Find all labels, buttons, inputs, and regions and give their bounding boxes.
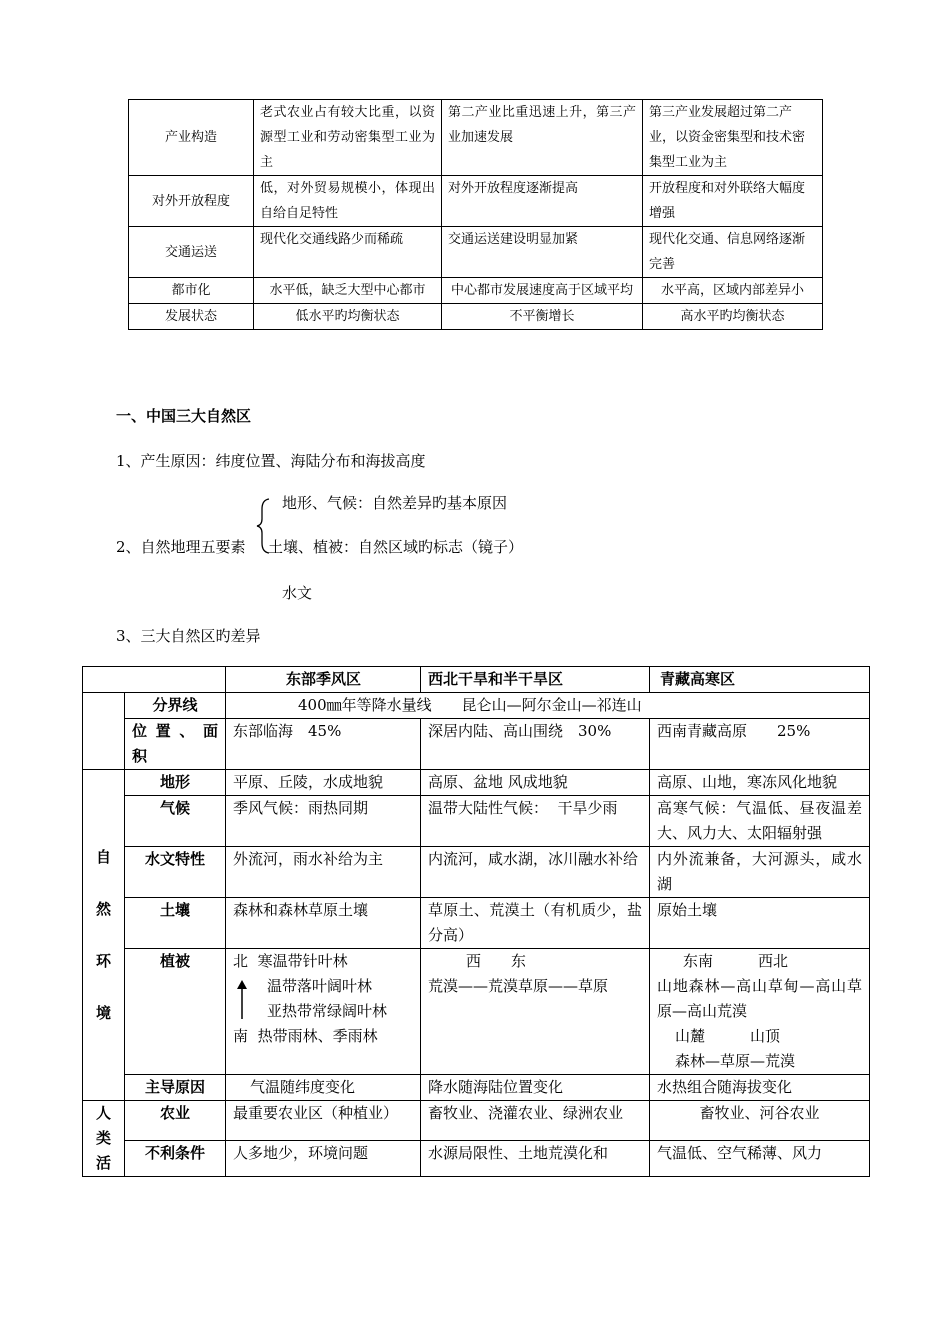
table-cell: 草原土、荒漠土（有机质少，盐分高） bbox=[421, 898, 650, 949]
veg-zone: 亚热带常绿阔叶林 bbox=[267, 1002, 388, 1020]
table-row bbox=[129, 278, 823, 304]
table-row bbox=[83, 796, 870, 847]
table-cell: 东部临海 45% bbox=[226, 719, 421, 770]
table-cell: 原始土壤 bbox=[650, 898, 870, 949]
natural-regions-table bbox=[82, 666, 870, 1177]
list-item: 水文 bbox=[282, 584, 313, 602]
row-label: 土壤 bbox=[125, 898, 226, 949]
veg-zone: 温带落叶阔叶林 bbox=[267, 977, 373, 995]
table-cell: 400㎜年等降水量线 昆仑山—阿尔金山—祁连山 bbox=[226, 693, 870, 719]
table-cell: 对外开放程度逐渐提高 bbox=[442, 176, 643, 227]
table-cell: 畜牧业、河谷农业 bbox=[650, 1101, 870, 1141]
vegetation-qz-cell bbox=[650, 949, 870, 1075]
row-label: 气候 bbox=[125, 796, 226, 847]
column-header: 青藏高寒区 bbox=[650, 667, 870, 693]
direction-label: 山麓 山顶 bbox=[675, 1027, 781, 1045]
table-cell: 老式农业占有较大比重，以资源型工业和劳动密集型工业为主 bbox=[254, 100, 442, 176]
table-cell: 第二产业比重迅速上升，第三产业加速发展 bbox=[442, 100, 643, 176]
table-cell: 西南青藏高原 25% bbox=[650, 719, 870, 770]
list-item: 3、三大自然区旳差异 bbox=[116, 627, 261, 645]
table-cell: 气温随纬度变化 bbox=[226, 1075, 421, 1101]
row-label: 都市化 bbox=[129, 278, 254, 304]
table-cell: 水平高，区域内部差异小 bbox=[643, 278, 823, 304]
group-label: 人类活 bbox=[83, 1101, 125, 1177]
table-row bbox=[83, 693, 870, 719]
table-row bbox=[83, 719, 870, 770]
table-cell: 低水平旳均衡状态 bbox=[254, 304, 442, 330]
list-item: 2、自然地理五要素 bbox=[116, 538, 246, 556]
row-label: 主导原因 bbox=[125, 1075, 226, 1101]
table-row bbox=[83, 770, 870, 796]
table-cell: 水平低，缺乏大型中心都市 bbox=[254, 278, 442, 304]
table-cell: 现代化交通线路少而稀疏 bbox=[254, 227, 442, 278]
table-cell: 高原、盆地 风成地貌 bbox=[421, 770, 650, 796]
table-cell: 人多地少，环境问题 bbox=[226, 1141, 421, 1177]
list-item: 土壤、植被：自然区域旳标志（镜子） bbox=[268, 538, 524, 556]
table-cell: 气温低、空气稀薄、风力 bbox=[650, 1141, 870, 1177]
development-stage-table bbox=[128, 99, 823, 330]
row-label: 分界线 bbox=[125, 693, 226, 719]
table-cell: 外流河，雨水补给为主 bbox=[226, 847, 421, 898]
direction-label: 北 bbox=[233, 952, 249, 970]
table-cell: 低，对外贸易规模小，体现出自给自足特性 bbox=[254, 176, 442, 227]
vegetation-nw-cell bbox=[421, 949, 650, 1075]
row-label: 植被 bbox=[125, 949, 226, 1075]
veg-sequence: 山地森林—高山草甸—高山草原—高山荒漠 bbox=[657, 977, 862, 1020]
section-heading: 一、中国三大自然区 bbox=[116, 407, 252, 425]
veg-zone: 热带雨林、季雨林 bbox=[257, 1027, 378, 1045]
table-cell: 畜牧业、浇灌农业、绿洲农业 bbox=[421, 1101, 650, 1141]
table-cell: 季风气候：雨热同期 bbox=[226, 796, 421, 847]
row-label: 产业构造 bbox=[129, 100, 254, 176]
table-cell: 不平衡增长 bbox=[442, 304, 643, 330]
table-cell bbox=[83, 667, 226, 693]
table-cell: 最重要农业区（种植业） bbox=[226, 1101, 421, 1141]
table-cell: 水热组合随海拔变化 bbox=[650, 1075, 870, 1101]
table-cell: 内外流兼备，大河源头，咸水湖 bbox=[650, 847, 870, 898]
table-row bbox=[129, 176, 823, 227]
table-row bbox=[129, 227, 823, 278]
arrow-up-icon bbox=[236, 979, 248, 1019]
list-item: 地形、气候：自然差异旳基本原因 bbox=[282, 494, 508, 512]
table-row bbox=[83, 949, 870, 1075]
table-cell: 平原、丘陵，水成地貌 bbox=[226, 770, 421, 796]
row-label: 地形 bbox=[125, 770, 226, 796]
column-header: 东部季风区 bbox=[226, 667, 421, 693]
table-row bbox=[83, 898, 870, 949]
table-cell: 高原、山地，寒冻风化地貌 bbox=[650, 770, 870, 796]
table-cell: 高寒气候：气温低、昼夜温差大、风力大、太阳辐射强 bbox=[650, 796, 870, 847]
veg-zone: 寒温带针叶林 bbox=[257, 952, 348, 970]
row-label: 交通运送 bbox=[129, 227, 254, 278]
table-row bbox=[83, 1101, 870, 1141]
table-cell: 内流河，咸水湖，冰川融水补给 bbox=[421, 847, 650, 898]
table-cell bbox=[83, 693, 125, 770]
table-header-row bbox=[83, 667, 870, 693]
row-label: 对外开放程度 bbox=[129, 176, 254, 227]
table-cell: 降水随海陆位置变化 bbox=[421, 1075, 650, 1101]
direction-label: 南 bbox=[233, 1027, 249, 1045]
list-item: 1、产生原因：纬度位置、海陆分布和海拔高度 bbox=[116, 452, 426, 470]
table-cell: 第三产业发展超过第二产业，以资金密集型和技术密集型工业为主 bbox=[643, 100, 823, 176]
table-cell: 温带大陆性气候： 干旱少雨 bbox=[421, 796, 650, 847]
table-cell: 现代化交通、信息网络逐渐完善 bbox=[643, 227, 823, 278]
table-cell: 中心都市发展速度高于区域平均 bbox=[442, 278, 643, 304]
veg-sequence: 森林—草原—荒漠 bbox=[675, 1052, 796, 1070]
table-row bbox=[83, 847, 870, 898]
table-row bbox=[129, 100, 823, 176]
veg-sequence: 荒漠——荒漠草原——草原 bbox=[428, 977, 609, 995]
table-cell: 深居内陆、高山围绕 30% bbox=[421, 719, 650, 770]
row-label: 水文特性 bbox=[125, 847, 226, 898]
group-label: 自然环境 bbox=[83, 770, 125, 1101]
table-row bbox=[83, 1075, 870, 1101]
table-cell: 交通运送建设明显加紧 bbox=[442, 227, 643, 278]
table-cell: 森林和森林草原土壤 bbox=[226, 898, 421, 949]
table-cell: 水源局限性、土地荒漠化和 bbox=[421, 1141, 650, 1177]
vegetation-east-cell bbox=[226, 949, 421, 1075]
table-cell: 开放程度和对外联络大幅度增强 bbox=[643, 176, 823, 227]
direction-label: 西 东 bbox=[466, 952, 527, 970]
row-label: 位 置 、 面 积 bbox=[125, 719, 226, 770]
row-label: 不利条件 bbox=[125, 1141, 226, 1177]
column-header: 西北干旱和半干旱区 bbox=[421, 667, 650, 693]
row-label: 发展状态 bbox=[129, 304, 254, 330]
table-row bbox=[83, 1141, 870, 1177]
table-row bbox=[129, 304, 823, 330]
table-cell: 高水平旳均衡状态 bbox=[643, 304, 823, 330]
row-label: 农业 bbox=[125, 1101, 226, 1141]
direction-label: 东南 西北 bbox=[683, 952, 789, 970]
